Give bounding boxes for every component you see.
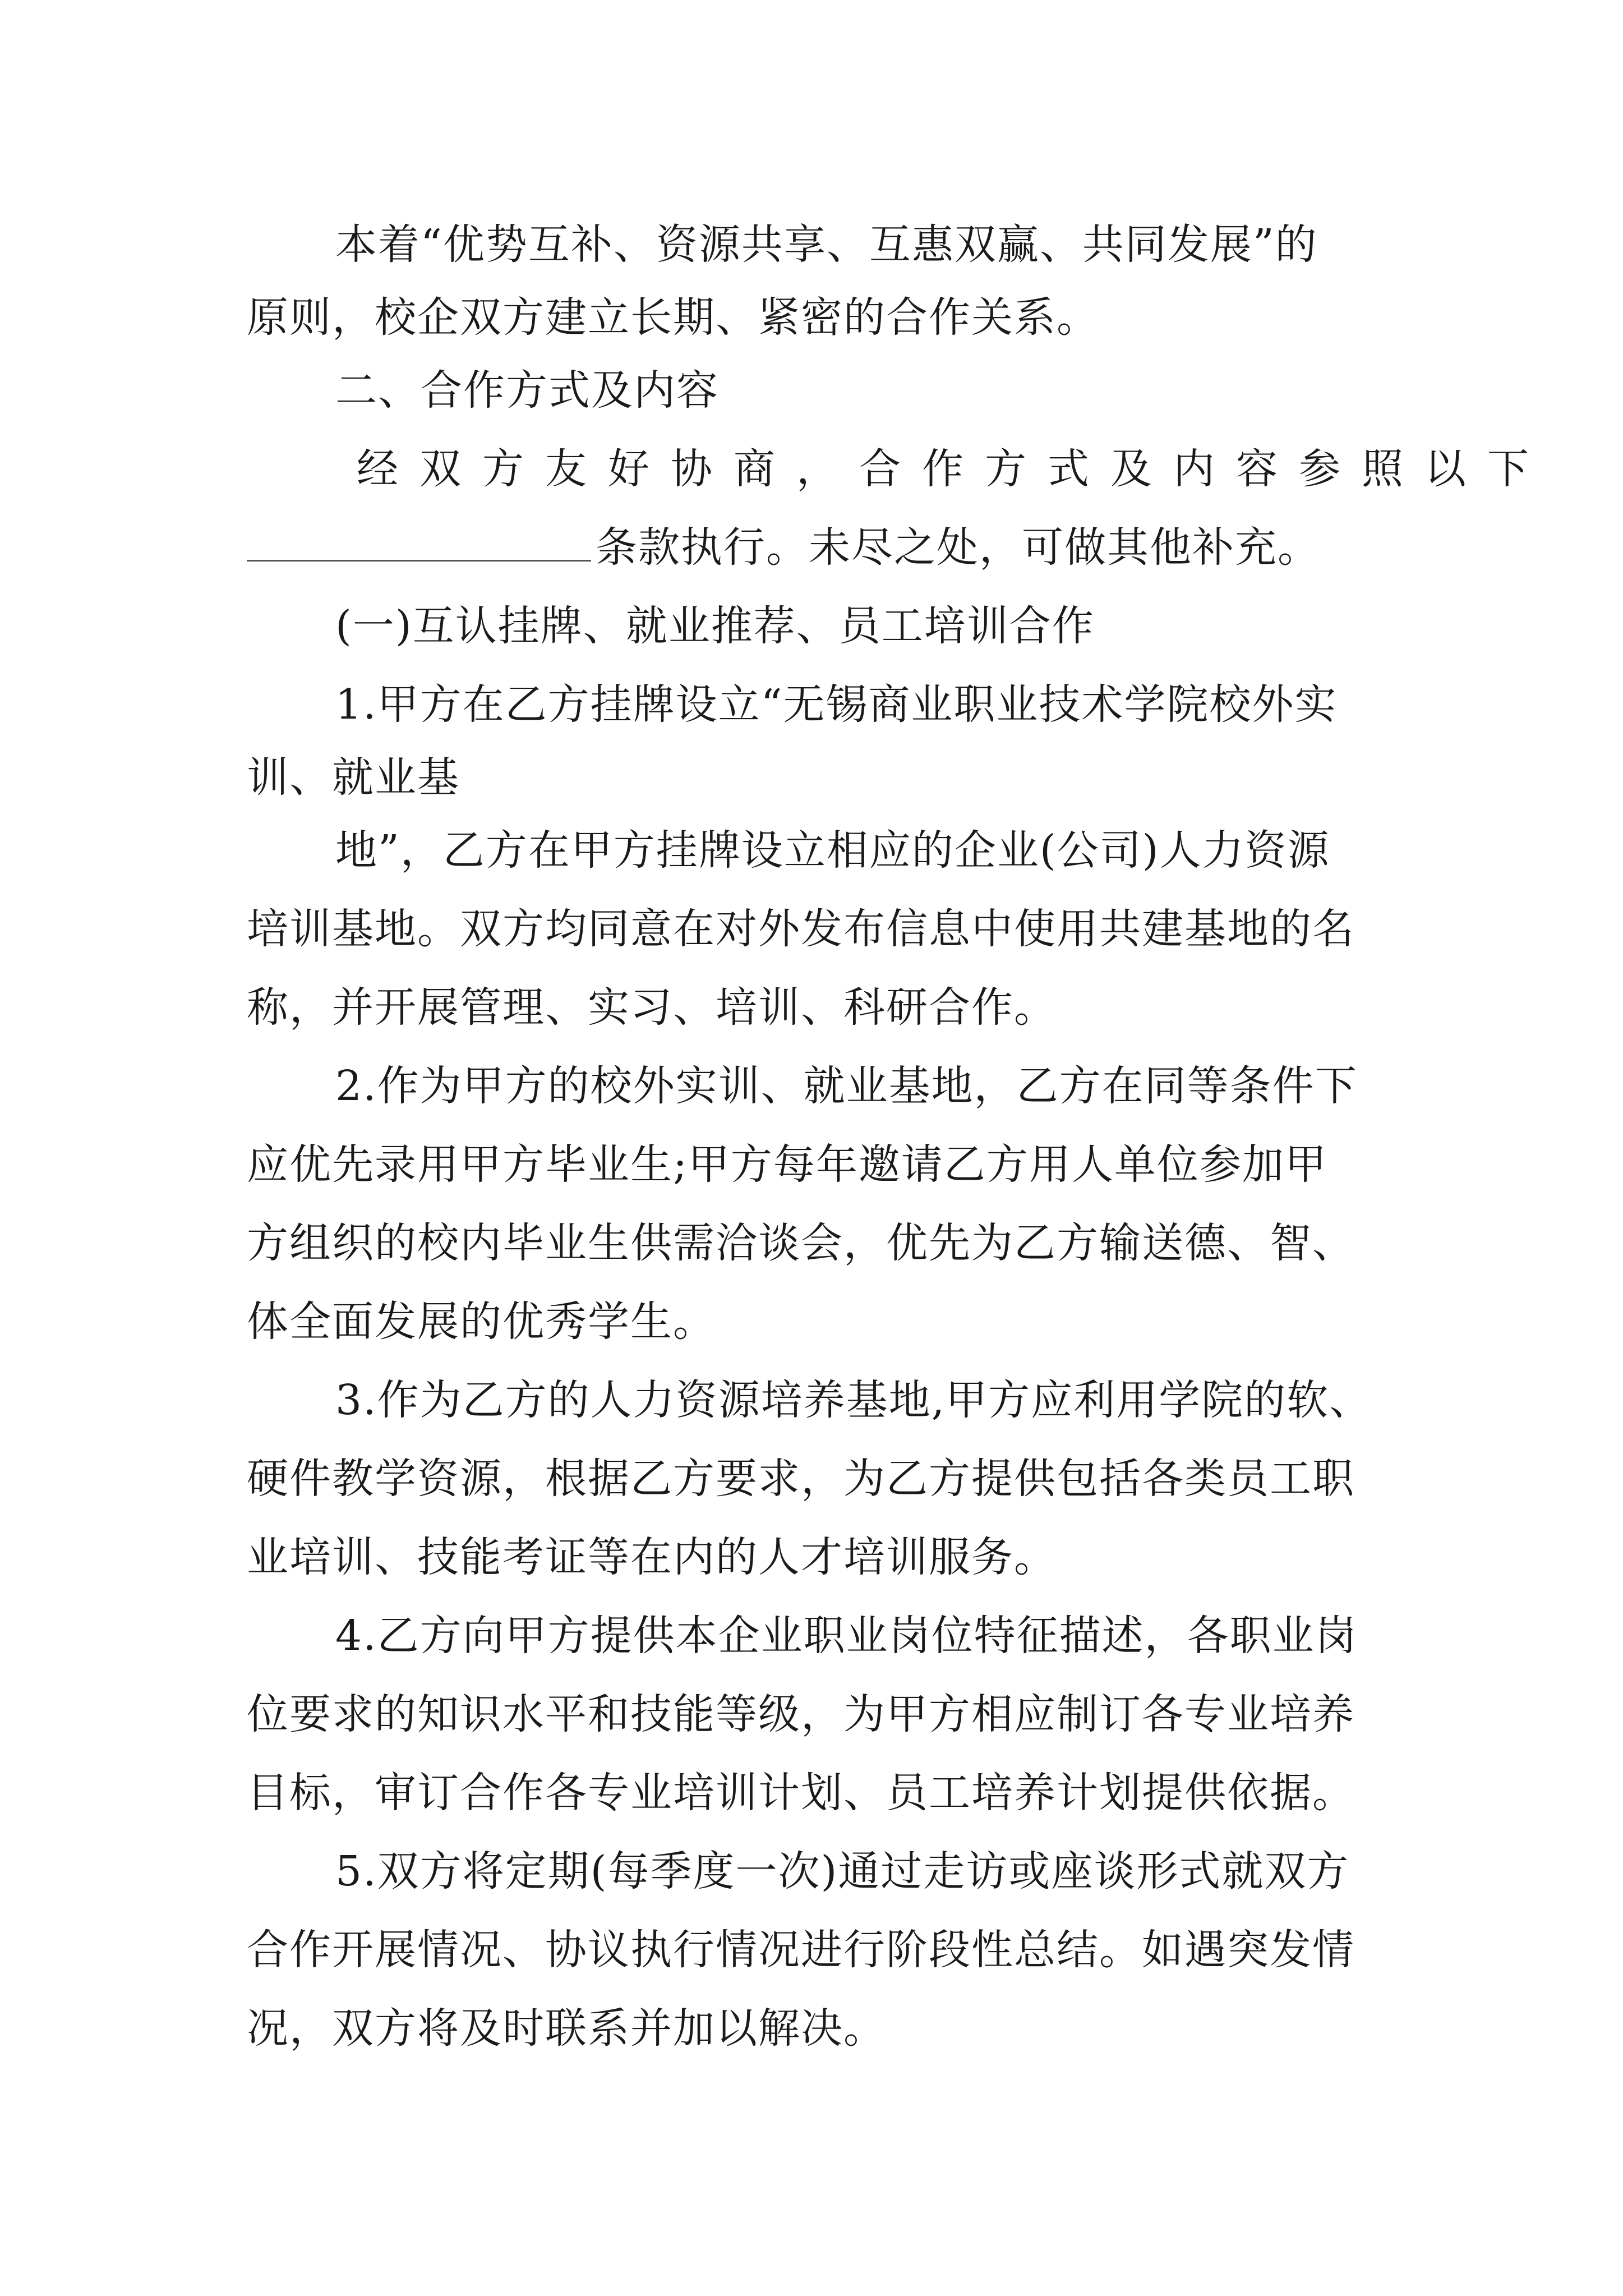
clause-2-line-2: 应优先录用甲方毕业生;甲方每年邀请乙方用人单位参加甲 xyxy=(247,1140,1327,1189)
paragraph-principle-line-1: 本着“优势互补、资源共享、互惠双赢、共同发展”的 xyxy=(335,220,1318,269)
clause-3-line-1: 3.作为乙方的人力资源培养基地,甲方应利用学院的软、 xyxy=(335,1376,1372,1424)
clause-4-line-1: 4.乙方向甲方提供本企业职业岗位特征描述，各职业岗 xyxy=(335,1612,1358,1660)
clause-1-line-2: 训、就业基 xyxy=(247,753,460,802)
clause-1-line-5: 称，并开展管理、实习、培训、科研合作。 xyxy=(247,983,1057,1032)
clause-2-line-3: 方组织的校内毕业生供需洽谈会，优先为乙方输送德、智、 xyxy=(247,1219,1355,1267)
section-heading-cooperation: 二、合作方式及内容 xyxy=(335,366,719,415)
subsection-heading-1: (一)互认挂牌、就业推荐、员工培训合作 xyxy=(335,602,1095,650)
clause-4-line-3: 目标，审订合作各专业培训计划、员工培养计划提供依据。 xyxy=(247,1769,1355,1817)
clause-3-line-3: 业培训、技能考证等在内的人才培训服务。 xyxy=(247,1533,1057,1581)
paragraph-consultation-line-2 xyxy=(247,516,1320,579)
clause-5-line-1: 5.双方将定期(每季度一次)通过走访或座谈形式就双方 xyxy=(335,1847,1350,1895)
clause-5-line-3: 况，双方将及时联系并加以解决。 xyxy=(247,2004,886,2053)
paragraph-principle-line-2: 原则，校企双方建立长期、紧密的合作关系。 xyxy=(247,293,1099,342)
clause-2-line-4: 体全面发展的优秀学生。 xyxy=(247,1297,716,1346)
clause-4-line-2: 位要求的知识水平和技能等级，为甲方相应制订各专业培养 xyxy=(247,1690,1355,1738)
fill-in-blank xyxy=(247,558,591,562)
clause-1-line-1: 1.甲方在乙方挂牌设立“无锡商业职业技术学院校外实 xyxy=(335,680,1338,729)
paragraph-consultation-text: 条款执行。未尽之处，可做其他补充。 xyxy=(596,523,1320,572)
clause-1-line-3: 地”，乙方在甲方挂牌设立相应的企业(公司)人力资源 xyxy=(335,826,1330,875)
clause-1-line-4: 培训基地。双方均同意在对外发布信息中使用共建基地的名 xyxy=(247,905,1355,953)
clause-2-line-1: 2.作为甲方的校外实训、就业基地，乙方在同等条件下 xyxy=(335,1062,1358,1110)
clause-3-line-2: 硬件教学资源，根据乙方要求，为乙方提供包括各类员工职 xyxy=(247,1455,1355,1503)
clause-5-line-2: 合作开展情况、协议执行情况进行阶段性总结。如遇突发情 xyxy=(247,1926,1355,1974)
paragraph-consultation-line-1: 经双方友好协商，合作方式及内容参照以下 xyxy=(357,445,1550,493)
